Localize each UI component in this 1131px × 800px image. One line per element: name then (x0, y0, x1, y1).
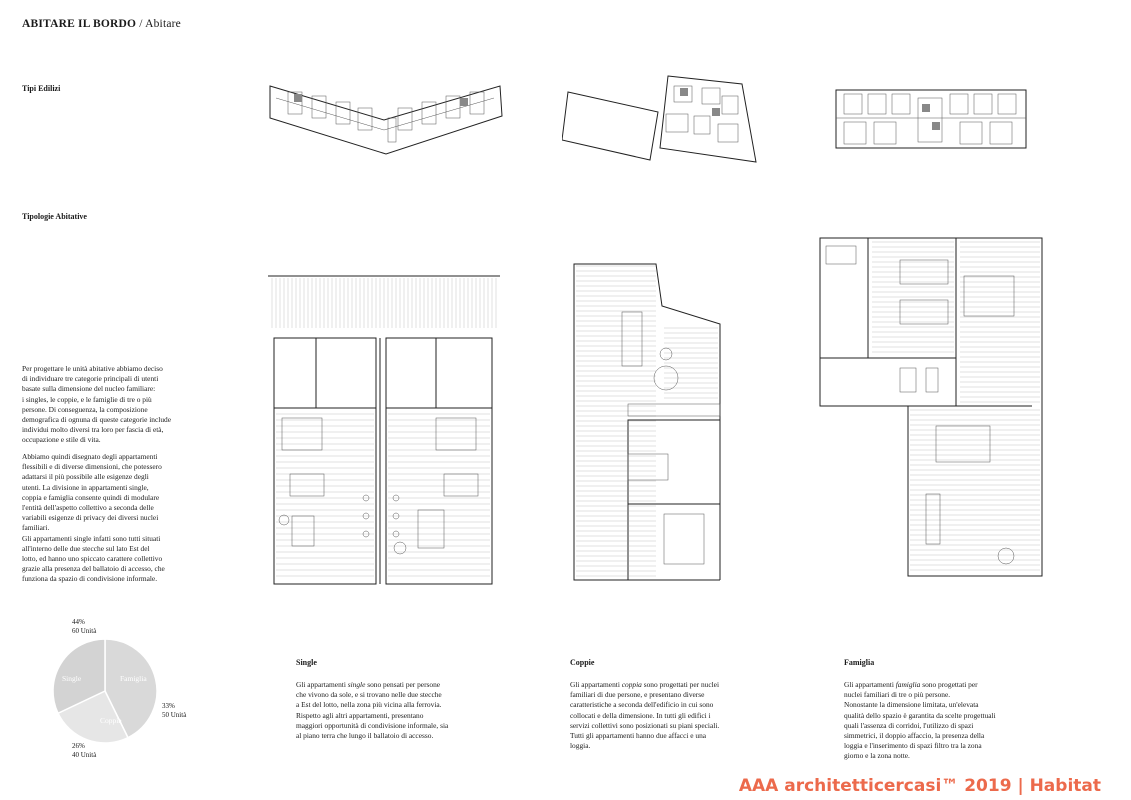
column-text-coppie (570, 680, 790, 751)
page-title (22, 18, 181, 30)
column-text-single (296, 680, 516, 741)
pie-annotation-famiglia: 44% 60 Unità (72, 618, 97, 635)
column-title-famiglia: Famiglia (844, 658, 875, 667)
pie-slice-label-single: Single (62, 674, 82, 683)
column-title-coppie: Coppie (570, 658, 595, 667)
title-main: ABITARE IL BORDO (22, 18, 137, 30)
text-pre: Gli appartamenti (296, 680, 348, 689)
pie-slice-label-famiglia: Famiglia (120, 674, 147, 683)
column-text-famiglia (844, 680, 1064, 762)
label-tipi-edilizi: Tipi Edilizi (22, 84, 61, 93)
text-pre: Gli appartamenti (570, 680, 622, 689)
intro-paragraph-1: Per progettare le unità abitative abbiamo deciso di individuare tre categorie principali di utenti basate sulla dimensione del nucleo familiare: i singles, le coppie, e le famiglie di tre o più persone. Di conseguenza, la composizione demografica di ognuna di queste categorie include individui molto diversi tra loro per fascia di età, occupazione e stile di vita. (22, 364, 171, 445)
text-post: sono progettati per nuclei familiari di due persone, e presentano diverse caratteristiche a seconda dell'edificio in cui sono collocati e della dimensione. In tutti gli edifici i servizi collettivi sono posizionati su piani speciali. Tutti gli appartamenti hanno due affacci e una loggia. (570, 680, 720, 751)
pie-annotation-single: 33% 50 Unità (162, 702, 187, 719)
floor-plan-coppie (568, 258, 728, 584)
column-title-single: Single (296, 658, 317, 667)
text-em: single (347, 680, 366, 689)
text-pre: Gli appartamenti (844, 680, 896, 689)
pie-annotation-coppia: 26% 40 Unità (72, 742, 97, 759)
label-tipologie-abitative: Tipologie Abitative (22, 212, 87, 221)
intro-paragraph-2: Abbiamo quindi disegnato degli appartamenti flessibili e di diverse dimensioni, che potessero adattarsi il più possibile alle esigenze degli utenti. La divisione in appartamenti single, coppia e famiglia consente quindi di modulare l'entità dell'aspetto collettivo a seconda delle variabili esigenze di privacy dei diversi nuclei familiari. Gli appartamenti single infatti sono tutti situati all'interno delle due stecche sul lato Est del lotto, ed hanno uno spiccato carattere collettivo grazie alla presenza del ballatoio di accesso, che funziona da spazio di condivisione informale. (22, 452, 165, 584)
text-post: sono pensati per persone che vivono da sole, e si trovano nelle due stecche a Est del lotto, nella zona più vicina alla ferrovia. Rispetto agli altri appartamenti, presentano maggiori opportunità di condivisione informale, sia al piano terra che lungo il ballatoio di accesso. (296, 680, 449, 741)
text-post: sono progettati per nuclei familiari di tre o più persone. Nonostante la dimensione limitata, un'elevata qualità dello spazio è garantita da scelte progettuali quali l'assenza di corridoi, l'utilizzo di spazi simmetrici, il doppio affaccio, la presenza della loggia e l'inserimento di spazi filtro tra la zona giorno e la zona notte. (844, 680, 996, 761)
text-em: famiglia (895, 680, 921, 689)
building-type-2-drawing (562, 66, 762, 166)
pie-slice-label-coppia: Coppia (100, 716, 122, 725)
building-type-3-drawing (832, 84, 1032, 154)
floor-plan-famiglia (816, 230, 1050, 582)
footer-brand: AAA architetticercasi™ 2019 | Habitat (738, 776, 1101, 796)
floor-plan-single (268, 268, 502, 588)
building-type-1-drawing (266, 80, 506, 160)
unit-distribution-pie (50, 636, 160, 746)
text-em: coppia (621, 680, 642, 689)
title-sub: / Abitare (139, 18, 181, 30)
